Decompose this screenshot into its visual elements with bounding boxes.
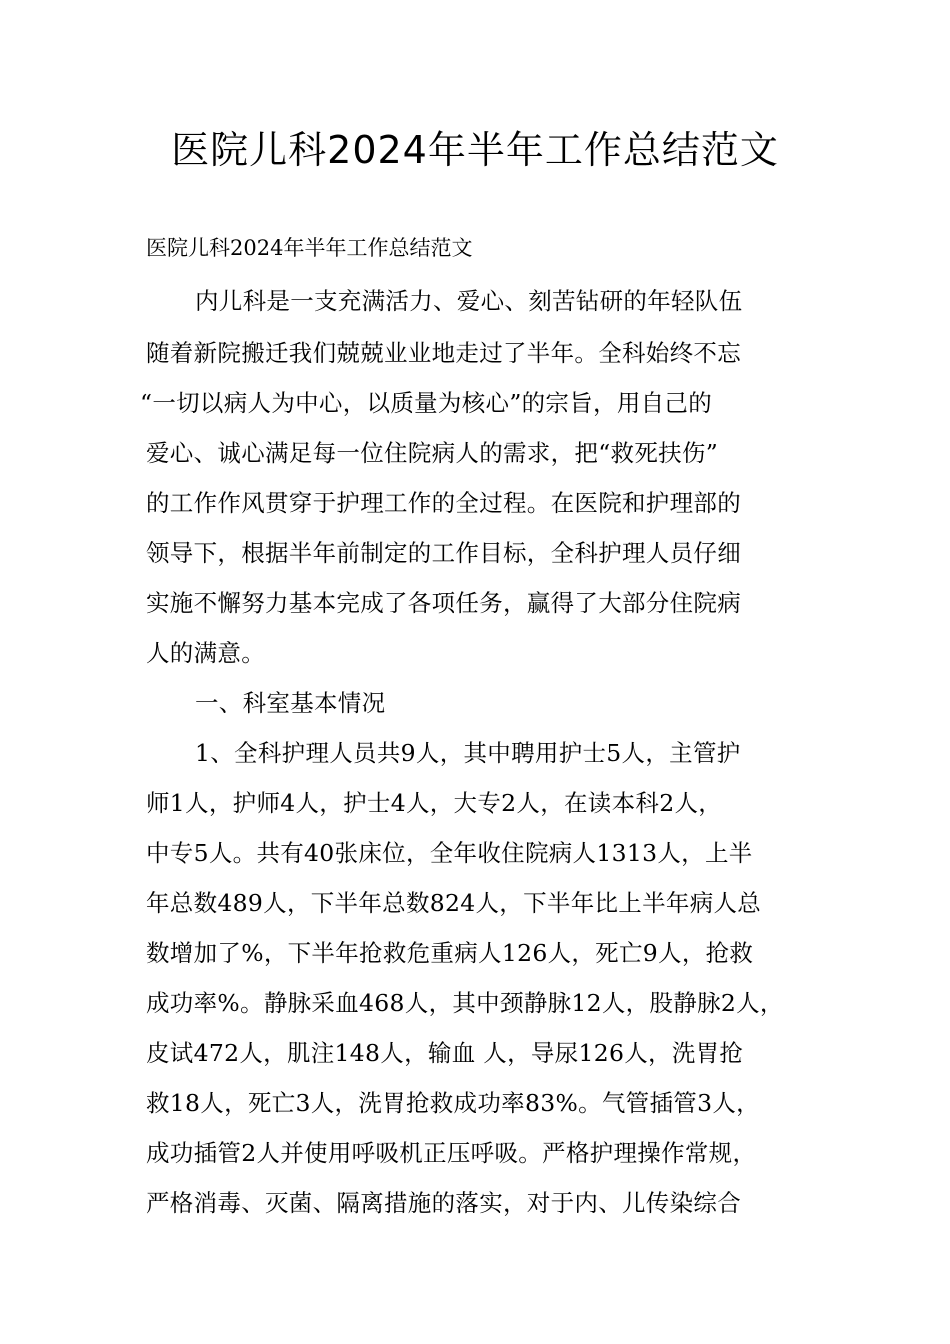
body-line: “一切以病人为中心，以质量为核心”的宗旨，用自己的 xyxy=(140,389,713,417)
body-line: 中专5人。共有40张床位，全年收住院病人1313人，上半 xyxy=(146,839,753,867)
body-line: 1、全科护理人员共9人，其中聘用护士5人，主管护 xyxy=(195,739,741,767)
body-line: 内儿科是一支充满活力、爱心、刻苦钻研的年轻队伍 xyxy=(195,287,743,315)
document-subtitle: 医院儿科2024年半年工作总结范文 xyxy=(146,236,473,260)
body-line: 的工作作风贯穿于护理工作的全过程。在医院和护理部的 xyxy=(146,489,741,517)
body-line: 数增加了%，下半年抢救危重病人126人，死亡9人，抢救 xyxy=(146,939,754,967)
body-line: 成功插管2人并使用呼吸机正压呼吸。严格护理操作常规， xyxy=(146,1139,757,1167)
body-line: 年总数489人，下半年总数824人，下半年比上半年病人总 xyxy=(146,889,762,917)
body-line: 师1人，护师4人，护士4人，大专2人，在读本科2人， xyxy=(146,789,723,817)
section-heading: 一、科室基本情况 xyxy=(195,689,386,717)
body-line: 成功率%。静脉采血468人，其中颈静脉12人，股静脉2人， xyxy=(146,989,784,1017)
body-line: 救18人，死亡3人，洗胃抢救成功率83%。气管插管3人， xyxy=(146,1089,760,1117)
body-line: 严格消毒、灭菌、隔离措施的落实，对于内、儿传染综合 xyxy=(146,1189,741,1217)
body-line: 皮试472人，肌注148人，输血 人，导尿126人，洗胃抢 xyxy=(146,1039,744,1067)
body-line: 随着新院搬迁我们兢兢业业地走过了半年。全科始终不忘 xyxy=(146,339,741,367)
body-line: 领导下，根据半年前制定的工作目标，全科护理人员仔细 xyxy=(146,539,741,567)
body-line: 爱心、诚心满足每一位住院病人的需求，把“救死扶伤” xyxy=(146,439,719,467)
body-line: 人的满意。 xyxy=(146,639,265,667)
body-line: 实施不懈努力基本完成了各项任务，赢得了大部分住院病 xyxy=(146,589,741,617)
document-title: 医院儿科2024年半年工作总结范文 xyxy=(171,128,779,172)
